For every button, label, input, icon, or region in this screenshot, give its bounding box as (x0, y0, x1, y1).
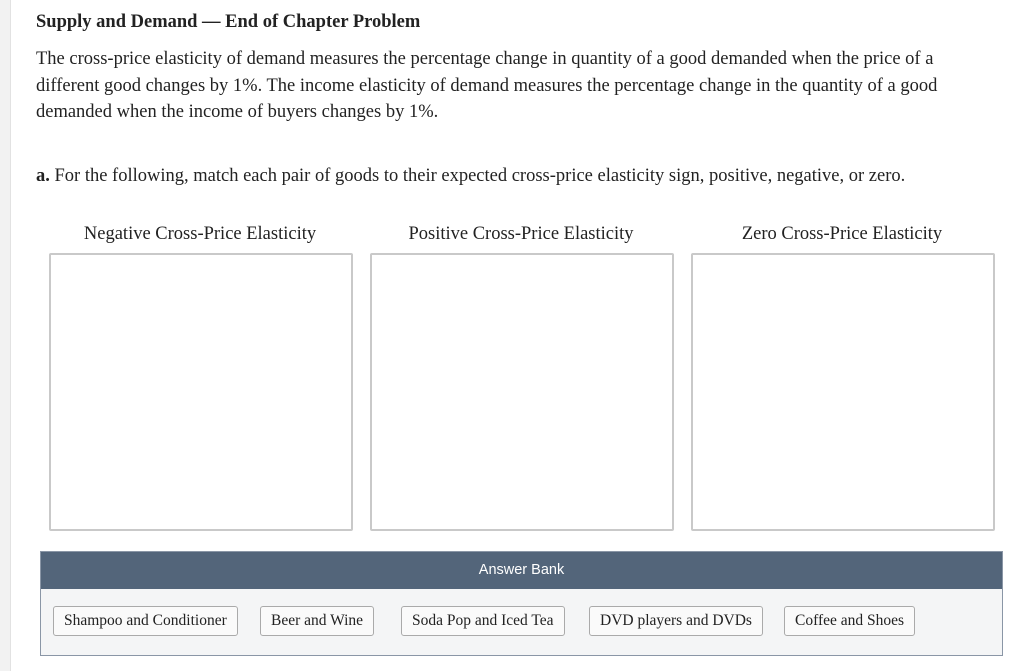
drop-zone-negative[interactable] (49, 253, 353, 531)
question-text: For the following, match each pair of goods to their expected cross-price elasticity sign, positive, negative, or zero. (54, 166, 906, 186)
drop-zone-zero[interactable] (691, 253, 995, 531)
page-title: Supply and Demand — End of Chapter Problem (36, 12, 421, 32)
answer-chip-shampoo-conditioner[interactable]: Shampoo and Conditioner (53, 606, 238, 636)
bucket-label-negative: Negative Cross-Price Elasticity (83, 224, 317, 244)
answer-bank[interactable] (40, 551, 1003, 656)
answer-chip-dvd-players[interactable]: DVD players and DVDs (589, 606, 763, 636)
bucket-label-zero: Zero Cross-Price Elasticity (741, 224, 943, 244)
answer-chip-beer-wine[interactable]: Beer and Wine (260, 606, 374, 636)
question-prompt (36, 164, 905, 188)
bucket-label-positive: Positive Cross-Price Elasticity (408, 224, 634, 244)
answer-bank-header: Answer Bank (41, 552, 1002, 589)
answer-chip-coffee-shoes[interactable]: Coffee and Shoes (784, 606, 915, 636)
answer-chip-soda-iced-tea[interactable]: Soda Pop and Iced Tea (401, 606, 565, 636)
left-edge-strip (0, 0, 11, 671)
question-label: a. (36, 166, 50, 186)
drop-zone-positive[interactable] (370, 253, 674, 531)
intro-paragraph: The cross-price elasticity of demand measures the percentage change in quantity of a good demanded when the price of a different good changes by 1%. The income elasticity of demand measures the percentage change in the quantity of a good demanded when the income of buyers changes by 1%. (36, 49, 938, 122)
